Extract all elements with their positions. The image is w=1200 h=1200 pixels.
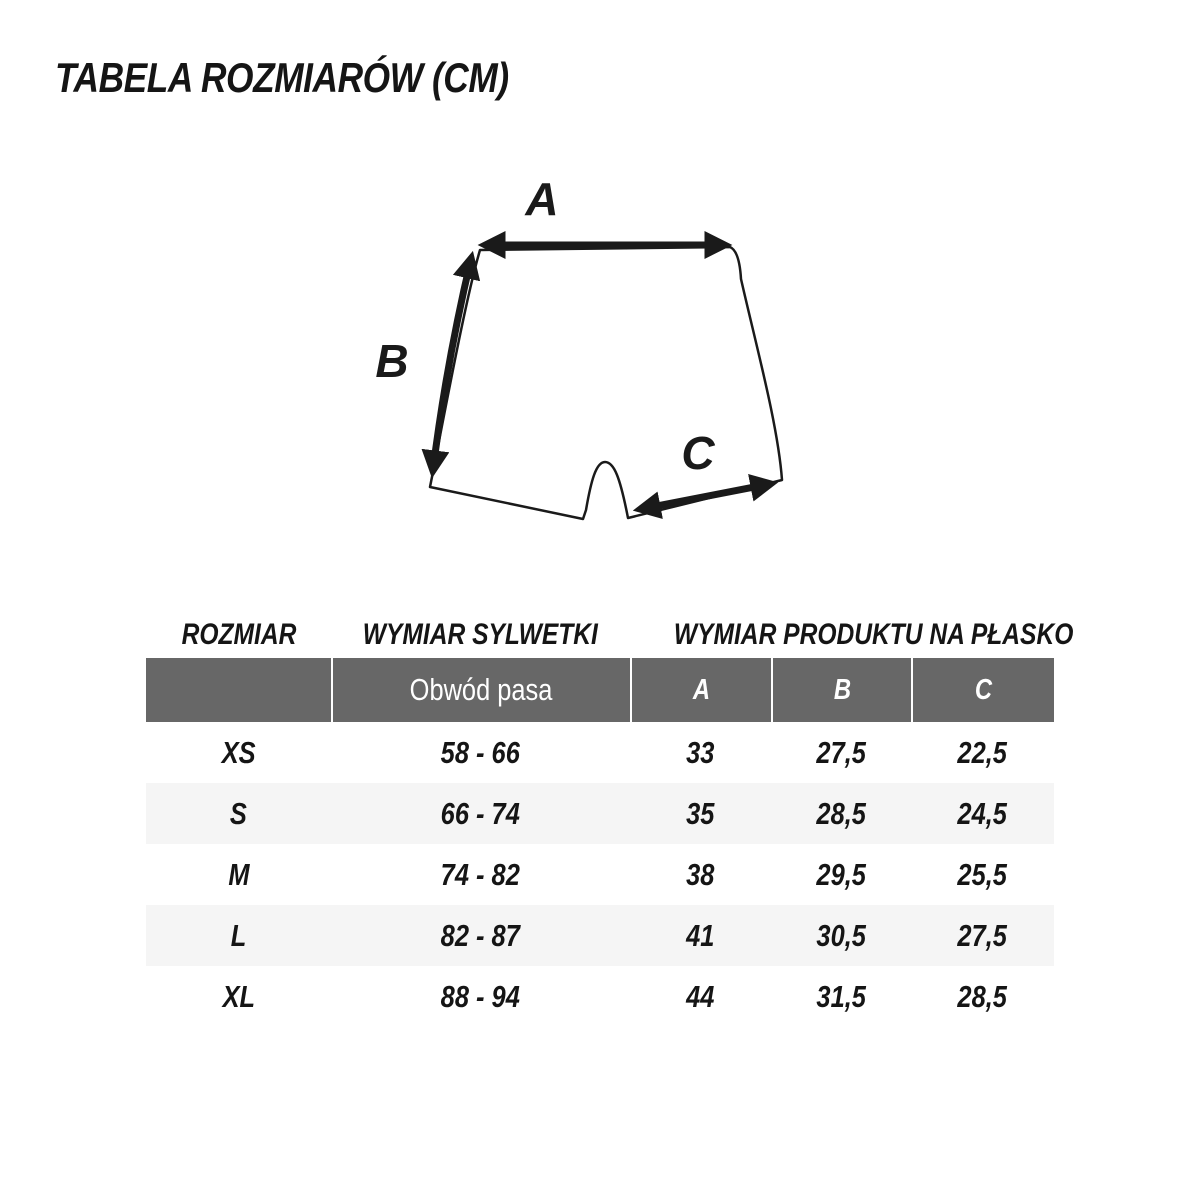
table-row-l: [146, 905, 1054, 966]
shorts-diagram-svg: [370, 165, 810, 545]
table-row-s: [146, 783, 1054, 844]
table-group-headers: [146, 612, 1074, 658]
a-cell: 41: [686, 917, 715, 953]
shorts-measurement-diagram: [370, 165, 810, 545]
header-cell-b: B: [771, 658, 911, 722]
group-header-body-measure: WYMIAR SYLWETKI: [362, 618, 599, 651]
table-header-row: [146, 658, 1054, 722]
header-cell-c: C: [911, 658, 1054, 722]
shorts-outline: [430, 247, 782, 519]
size-cell: XS: [221, 734, 256, 770]
b-cell: 27,5: [816, 734, 866, 770]
measure-label-a: A: [525, 173, 559, 225]
group-header-product-flat: WYMIAR PRODUKTU NA PŁASKO: [673, 618, 1074, 651]
table-row-xl: [146, 966, 1054, 1027]
waist-cell: 58 - 66: [440, 734, 521, 770]
header-cell-size: [146, 658, 331, 722]
c-cell: 28,5: [957, 978, 1008, 1014]
a-cell: 35: [686, 795, 715, 831]
header-cell-waist: Obwód pasa: [331, 658, 630, 722]
c-cell: 25,5: [957, 856, 1008, 892]
waist-cell: 74 - 82: [440, 856, 521, 892]
size-cell: XL: [222, 978, 255, 1014]
b-cell: 28,5: [816, 795, 866, 831]
measure-arrow-b: [433, 259, 471, 470]
measure-arrow-c: [641, 484, 770, 509]
table-row-xs: [146, 722, 1054, 783]
waist-cell: 66 - 74: [440, 795, 521, 831]
b-cell: 30,5: [816, 917, 866, 953]
measure-label-b: B: [375, 335, 409, 387]
c-cell: 24,5: [957, 795, 1008, 831]
size-cell: M: [227, 856, 250, 892]
b-cell: 29,5: [816, 856, 866, 892]
waist-cell: 82 - 87: [440, 917, 521, 953]
a-cell: 38: [686, 856, 715, 892]
waist-cell: 88 - 94: [440, 978, 521, 1014]
c-cell: 27,5: [957, 917, 1008, 953]
group-header-size: ROZMIAR: [181, 618, 296, 651]
b-cell: 31,5: [816, 978, 866, 1014]
page-title: TABELA ROZMIARÓW (CM): [55, 54, 509, 101]
size-table: [146, 612, 1074, 1027]
table-row-m: [146, 844, 1054, 905]
a-cell: 33: [686, 734, 715, 770]
size-cell: L: [230, 917, 247, 953]
size-cell: S: [230, 795, 247, 831]
a-cell: 44: [686, 978, 715, 1014]
measure-label-c: C: [681, 427, 715, 479]
c-cell: 22,5: [957, 734, 1008, 770]
header-cell-a: A: [630, 658, 771, 722]
